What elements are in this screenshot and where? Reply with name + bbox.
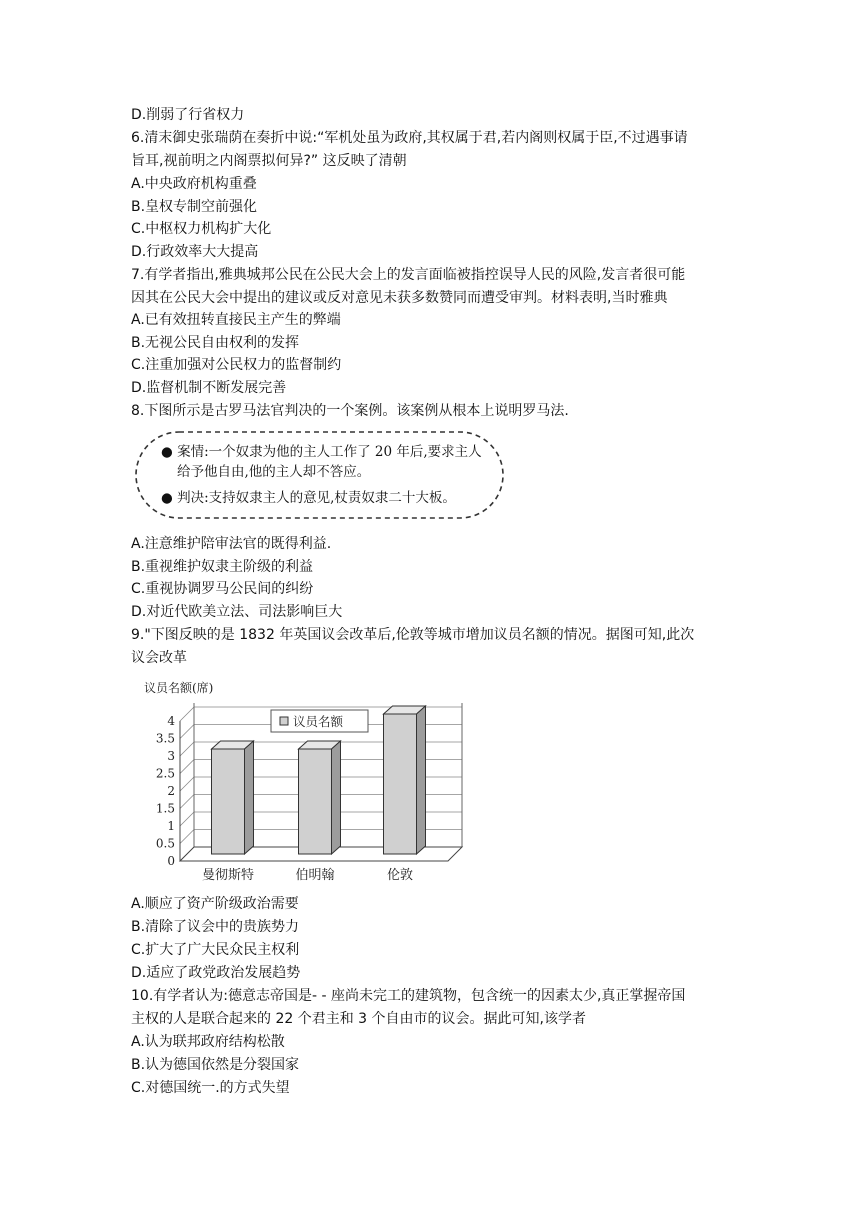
bar	[212, 749, 245, 854]
question-7: 7.有学者指出,雅典城邦公民在公民大会上的发言面临被指控误导人民的风险,发言者很可能	[131, 267, 686, 283]
gridline-side	[180, 760, 194, 774]
y-tick-label: 4	[167, 714, 175, 728]
x-tick-label: 伦敦	[386, 868, 414, 883]
option: B.皇权专制空前强化	[131, 199, 258, 215]
y-tick-label: 0.5	[155, 836, 175, 851]
bar	[299, 749, 332, 854]
option: D.监督机制不断发展完善	[131, 380, 287, 396]
line: 因其在公民大会中提出的建议或反对意见未获多数赞同而遭受审判。材料表明,当时雅典	[131, 290, 668, 306]
case-text-1: ● 案情:一个奴隶为他的主人工作了 20 年后,要求主人	[161, 444, 482, 460]
line: 旨耳,视前明之内阁票拟何异?” 这反映了清朝	[131, 153, 407, 169]
option: A.中央政府机构重叠	[131, 176, 257, 192]
bar-side	[417, 706, 426, 854]
option: D.对近代欧美立法、司法影响巨大	[131, 604, 343, 620]
gridline-side	[180, 812, 194, 826]
y-tick-label: 2.5	[155, 766, 175, 781]
case-box	[133, 429, 506, 521]
y-tick-label: 3.5	[155, 731, 175, 746]
option: B.清除了议会中的贵族势力	[131, 919, 300, 935]
bar	[384, 714, 417, 854]
line: 议会改革	[131, 650, 187, 666]
gridline-side	[180, 707, 194, 721]
option: B.无视公民自由权利的发挥	[131, 335, 300, 351]
question-6: 6.清末御史张瑞荫在奏折中说:“军机处虽为政府,其权属于君,若内阁则权属于臣,不过遇事请	[131, 130, 688, 146]
legend-swatch	[280, 717, 288, 725]
option: C.注重加强对公民权力的监督制约	[131, 357, 342, 373]
y-tick-label: 1.5	[155, 801, 175, 816]
line: 主权的人是联合起来的 22 个君主和 3 个自由市的议会。据此可知,该学者	[131, 1011, 586, 1027]
option: B.重视维护奴隶主阶级的利益	[131, 559, 314, 575]
gridline-side	[180, 777, 194, 791]
y-tick-label: 3	[167, 749, 175, 763]
option: D.行政效率大大提高	[131, 244, 259, 260]
bar-chart	[140, 676, 480, 886]
option: A.已有效扭转直接民主产生的弊端	[131, 312, 341, 328]
option: A.顺应了资产阶级政治需要	[131, 896, 299, 912]
gridline-side	[180, 742, 194, 756]
verdict-text: ● 判决:支持奴隶主人的意见,杖责奴隶二十大板。	[161, 490, 456, 506]
question-9: 9."下图反映的是 1832 年英国议会改革后,伦敦等城市增加议员名额的情况。据图可知,此次	[131, 627, 695, 643]
gridline-side	[180, 725, 194, 739]
option: C.中枢权力机构扩大化	[131, 221, 272, 237]
y-tick-label: 1	[167, 819, 175, 833]
case-text-2: 给予他自由,他的主人却不答应。	[177, 464, 371, 480]
option: C.对德国统一.的方式失望	[131, 1080, 290, 1096]
y-tick-label: 0	[167, 854, 175, 868]
bar-side	[245, 741, 254, 854]
question-10: 10.有学者认为:德意志帝国是- - 座尚未完工的建筑物，包含统一的因素太少,真正掌握帝国	[131, 988, 686, 1004]
gridline-side	[180, 830, 194, 844]
bar-side	[332, 741, 341, 854]
question-8: 8.下图所示是古罗马法官判决的一个案例。该案例从根本上说明罗马法.	[131, 403, 569, 419]
option: A.注意维护陪审法官的既得利益.	[131, 536, 332, 552]
x-tick-label: 曼彻斯特	[201, 868, 255, 883]
y-axis-label: 议员名额(席)	[144, 681, 214, 695]
x-tick-label: 伯明翰	[295, 868, 335, 883]
gridline-side	[180, 795, 194, 809]
line: D.削弱了行省权力	[131, 107, 245, 123]
option: C.扩大了广大民众民主权利	[131, 942, 300, 958]
option: D.适应了政党政治发展趋势	[131, 965, 301, 981]
option: C.重视协调罗马公民间的纠纷	[131, 581, 314, 597]
chart-svg	[140, 676, 480, 886]
option: B.认为德国依然是分裂国家	[131, 1057, 300, 1073]
option: A.认为联邦政府结构松散	[131, 1034, 285, 1050]
y-tick-label: 2	[167, 784, 175, 798]
legend-label: 议员名额	[293, 714, 344, 729]
